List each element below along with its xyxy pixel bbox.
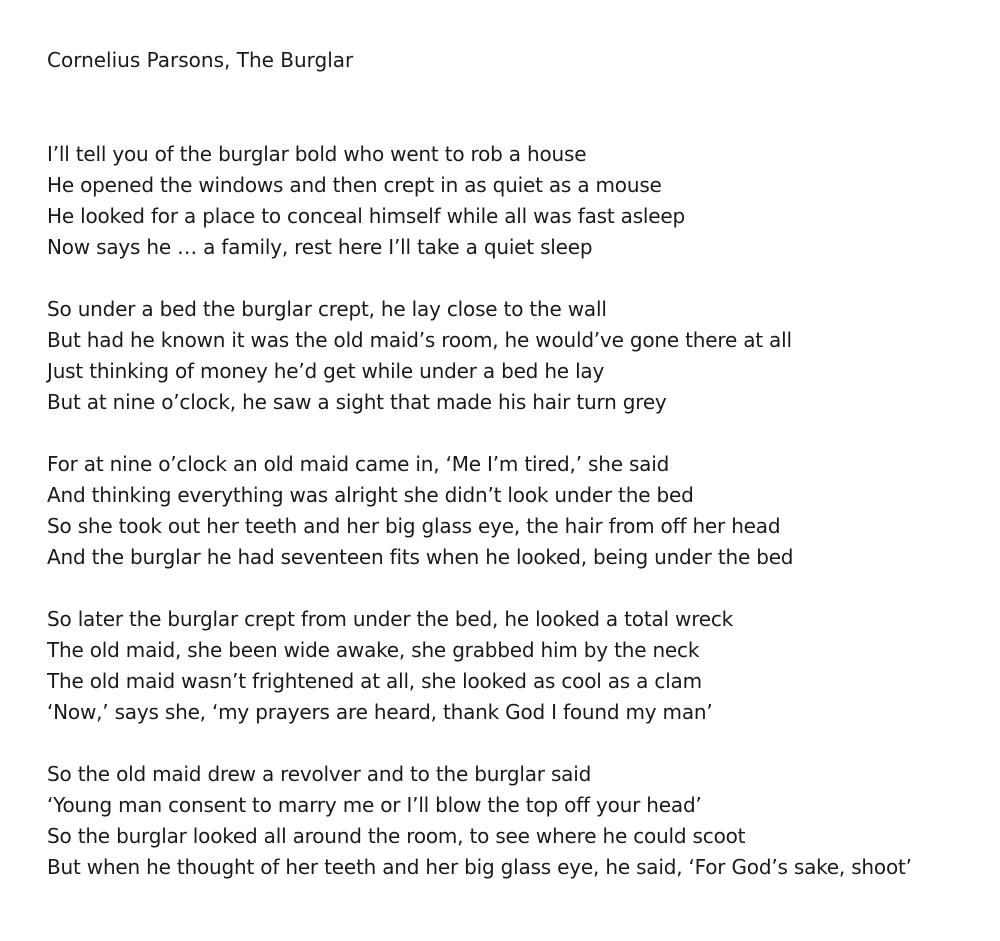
lyric-line: So under a bed the burglar crept, he lay close to the wall <box>47 297 607 321</box>
lyric-line: For at nine o’clock an old maid came in, ‘Me I’m tired,’ she said <box>47 452 670 476</box>
lyric-line: ‘Young man consent to marry me or I’ll blow the top off your head’ <box>47 793 702 817</box>
song-title: Cornelius Parsons, The Burglar <box>47 48 354 72</box>
lyric-line: But at nine o’clock, he saw a sight that made his hair turn grey <box>47 390 667 414</box>
lyric-line: Now says he … a family, rest here I’ll take a quiet sleep <box>47 235 593 259</box>
lyric-line: I’ll tell you of the burglar bold who went to rob a house <box>47 142 587 166</box>
stanza-3 <box>47 449 912 573</box>
lyric-line: So the old maid drew a revolver and to the burglar said <box>47 762 592 786</box>
lyric-line: He opened the windows and then crept in as quiet as a mouse <box>47 173 662 197</box>
lyric-line: The old maid wasn’t frightened at all, she looked as cool as a clam <box>47 669 702 693</box>
stanza-1 <box>47 139 912 263</box>
lyric-line: ‘Now,’ says she, ‘my prayers are heard, thank God I found my man’ <box>47 700 713 724</box>
lyric-line: So the burglar looked all around the room, to see where he could scoot <box>47 824 746 848</box>
lyric-line: He looked for a place to conceal himself while all was fast asleep <box>47 204 685 228</box>
lyric-line: And thinking everything was alright she didn’t look under the bed <box>47 483 694 507</box>
lyric-line: The old maid, she been wide awake, she grabbed him by the neck <box>47 638 700 662</box>
lyric-line: And the burglar he had seventeen fits when he looked, being under the bed <box>47 545 794 569</box>
lyrics <box>47 139 912 914</box>
lyric-line: But had he known it was the old maid’s room, he would’ve gone there at all <box>47 328 792 352</box>
lyric-line: So later the burglar crept from under the bed, he looked a total wreck <box>47 607 734 631</box>
lyric-line: Just thinking of money he’d get while under a bed he lay <box>47 359 605 383</box>
stanza-2 <box>47 294 912 418</box>
lyric-line: But when he thought of her teeth and her big glass eye, he said, ‘For God’s sake, shoot’ <box>47 855 912 879</box>
stanza-5 <box>47 759 912 883</box>
lyric-line: So she took out her teeth and her big glass eye, the hair from off her head <box>47 514 781 538</box>
stanza-4 <box>47 604 912 728</box>
